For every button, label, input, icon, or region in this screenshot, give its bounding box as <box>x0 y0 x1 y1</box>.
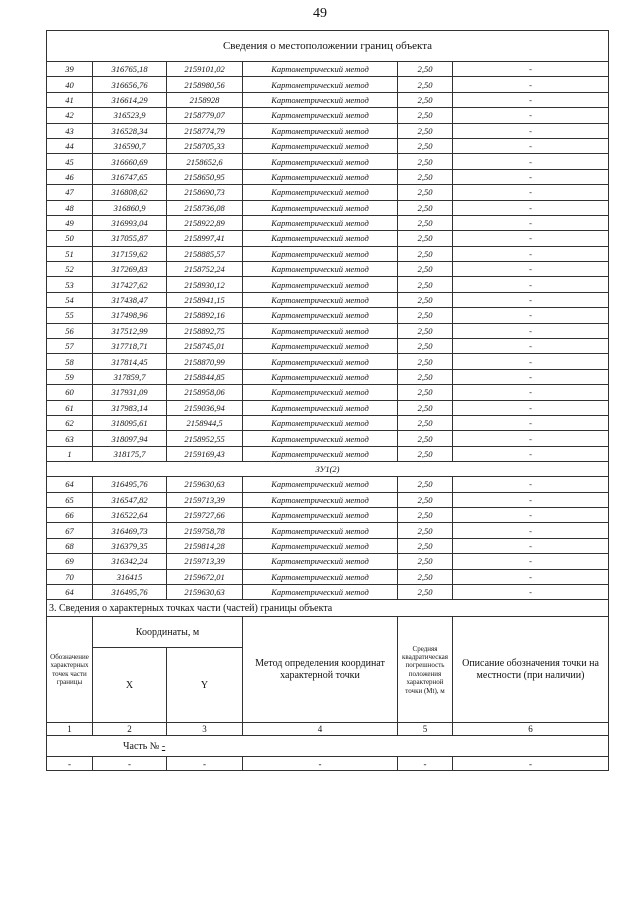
table-cell: 46 <box>47 169 93 184</box>
table-cell: 1 <box>47 446 93 461</box>
table-cell: 2,50 <box>398 400 453 415</box>
table-cell: Картометрический метод <box>243 77 398 92</box>
table-cell: 52 <box>47 262 93 277</box>
table-cell: 2,50 <box>398 385 453 400</box>
table-cell: Картометрический метод <box>243 246 398 261</box>
table-row <box>47 200 609 215</box>
part-label: Часть № <box>123 740 162 752</box>
table-cell: 2159630,63 <box>167 584 243 599</box>
table-cell: 316547,82 <box>93 492 167 507</box>
table-cell: Картометрический метод <box>243 108 398 123</box>
part-value: - <box>161 740 166 752</box>
table-cell: 2159727,66 <box>167 507 243 522</box>
table-cell: 2159630,63 <box>167 477 243 492</box>
table-cell: 68 <box>47 538 93 553</box>
table-cell: - <box>453 92 609 107</box>
subheader-row <box>47 462 609 477</box>
table-cell: 63 <box>47 431 93 446</box>
table-cell: Картометрический метод <box>243 492 398 507</box>
table-cell: 2158885,57 <box>167 246 243 261</box>
table-cell: 316765,18 <box>93 62 167 77</box>
table-cell: 2158952,55 <box>167 431 243 446</box>
table-row <box>47 154 609 169</box>
table-cell: 2,50 <box>398 354 453 369</box>
table-cell: 2,50 <box>398 292 453 307</box>
table-cell: 2,50 <box>398 507 453 522</box>
table-cell: - <box>453 757 609 771</box>
table-row <box>47 92 609 107</box>
table-cell: - <box>453 492 609 507</box>
table-cell: 316808,62 <box>93 185 167 200</box>
table-row <box>47 77 609 92</box>
table-cell: Картометрический метод <box>243 92 398 107</box>
table-cell: Картометрический метод <box>243 185 398 200</box>
table-cell: - <box>453 200 609 215</box>
table-cell: Картометрический метод <box>243 538 398 553</box>
table-cell: - <box>453 262 609 277</box>
table-cell: - <box>453 108 609 123</box>
column-number: 1 <box>47 723 93 736</box>
page-number: 49 <box>313 6 327 21</box>
table-cell: 2159713,39 <box>167 492 243 507</box>
table-cell: 316523,9 <box>93 108 167 123</box>
table-cell: - <box>453 431 609 446</box>
table-cell: 70 <box>47 569 93 584</box>
table-cell: 49 <box>47 215 93 230</box>
table-cell: 2158650,95 <box>167 169 243 184</box>
table-title: Сведения о местоположении границ объекта <box>47 31 609 62</box>
table-cell: - <box>453 215 609 230</box>
table-row <box>47 400 609 415</box>
table-row <box>47 523 609 538</box>
table-cell: Картометрический метод <box>243 138 398 153</box>
table-cell: 2,50 <box>398 154 453 169</box>
table-cell: 59 <box>47 369 93 384</box>
table-cell: - <box>453 523 609 538</box>
table-cell: 2,50 <box>398 523 453 538</box>
table-cell: 317718,71 <box>93 339 167 354</box>
column-numbers-row <box>47 723 609 736</box>
table-cell: 317931,09 <box>93 385 167 400</box>
table-cell: 2158980,56 <box>167 77 243 92</box>
table-cell: Картометрический метод <box>243 308 398 323</box>
table-row <box>47 323 609 338</box>
table-cell: 2159758,78 <box>167 523 243 538</box>
table-cell: - <box>47 757 93 771</box>
table-cell: - <box>453 138 609 153</box>
table-cell: Картометрический метод <box>243 507 398 522</box>
table-cell: 316379,35 <box>93 538 167 553</box>
table-cell: 2158997,41 <box>167 231 243 246</box>
table-cell: 2158944,5 <box>167 415 243 430</box>
table-cell: 42 <box>47 108 93 123</box>
table-cell: Картометрический метод <box>243 62 398 77</box>
table-cell: Картометрический метод <box>243 339 398 354</box>
column-number: 5 <box>398 723 453 736</box>
table-cell: Картометрический метод <box>243 554 398 569</box>
table-cell: Картометрический метод <box>243 123 398 138</box>
table-cell: - <box>453 477 609 492</box>
table-cell: Картометрический метод <box>243 169 398 184</box>
table-cell: 2,50 <box>398 123 453 138</box>
table-row <box>47 369 609 384</box>
table-cell: - <box>398 757 453 771</box>
table-row <box>47 231 609 246</box>
table-cell: 2158892,16 <box>167 308 243 323</box>
table-cell: 316614,29 <box>93 92 167 107</box>
table-cell: Картометрический метод <box>243 431 398 446</box>
table-cell: 2158690,73 <box>167 185 243 200</box>
table-cell: - <box>453 277 609 292</box>
table-row <box>47 246 609 261</box>
table-cell: 2,50 <box>398 231 453 246</box>
table-cell: 2,50 <box>398 584 453 599</box>
boundary-table-sheet <box>46 30 608 771</box>
table-row <box>47 415 609 430</box>
table-cell: 2158930,12 <box>167 277 243 292</box>
table-row <box>47 538 609 553</box>
table-cell: 65 <box>47 492 93 507</box>
table-cell: 2158892,75 <box>167 323 243 338</box>
table-cell: 2158922,89 <box>167 215 243 230</box>
table-cell: - <box>453 446 609 461</box>
table-cell: 2,50 <box>398 415 453 430</box>
column-number: 6 <box>453 723 609 736</box>
table-cell: Картометрический метод <box>243 231 398 246</box>
table-title-row <box>47 31 609 62</box>
table-cell: - <box>453 569 609 584</box>
table-cell: Картометрический метод <box>243 262 398 277</box>
table-cell: 317438,47 <box>93 292 167 307</box>
table-cell: 2158745,01 <box>167 339 243 354</box>
table-cell: Картометрический метод <box>243 584 398 599</box>
table-cell: 2,50 <box>398 492 453 507</box>
table-cell: 2,50 <box>398 215 453 230</box>
table-cell: - <box>453 231 609 246</box>
table-cell: 62 <box>47 415 93 430</box>
table-cell: 2158752,24 <box>167 262 243 277</box>
table-cell: Картометрический метод <box>243 523 398 538</box>
table-cell: - <box>93 757 167 771</box>
table-row <box>47 308 609 323</box>
table-cell: - <box>453 292 609 307</box>
table-cell: - <box>453 507 609 522</box>
table-cell: Картометрический метод <box>243 415 398 430</box>
table-cell: 58 <box>47 354 93 369</box>
part-row <box>47 736 609 757</box>
table-cell: 2,50 <box>398 108 453 123</box>
table-row <box>47 185 609 200</box>
table-cell: 2,50 <box>398 169 453 184</box>
table-row <box>47 477 609 492</box>
table-cell: - <box>453 169 609 184</box>
table-cell: 2,50 <box>398 477 453 492</box>
table-cell: - <box>453 339 609 354</box>
table-row <box>47 431 609 446</box>
table-cell: - <box>453 538 609 553</box>
table-cell: - <box>453 323 609 338</box>
header-method: Метод определения координат характерной точки <box>243 617 398 723</box>
table-cell: 317983,14 <box>93 400 167 415</box>
table-cell: - <box>453 77 609 92</box>
table-cell: 2,50 <box>398 323 453 338</box>
table-cell: Картометрический метод <box>243 200 398 215</box>
table-cell: - <box>453 354 609 369</box>
table-cell: 317859,7 <box>93 369 167 384</box>
subheader-label: ЗУ1(2) <box>47 462 609 477</box>
table-cell: 2159672,01 <box>167 569 243 584</box>
table-row <box>47 507 609 522</box>
boundary-table <box>46 30 609 771</box>
header-y: Y <box>167 648 243 723</box>
column-number: 2 <box>93 723 167 736</box>
table-cell: 2,50 <box>398 339 453 354</box>
header-coordinates: Координаты, м <box>93 617 243 648</box>
table-cell: 2,50 <box>398 277 453 292</box>
table-cell: 45 <box>47 154 93 169</box>
table-cell: 50 <box>47 231 93 246</box>
table-cell: 316993,04 <box>93 215 167 230</box>
table-cell: 2,50 <box>398 431 453 446</box>
table-cell: 2158870,99 <box>167 354 243 369</box>
table-cell: 2,50 <box>398 246 453 261</box>
table-cell: 2,50 <box>398 369 453 384</box>
table-cell: 51 <box>47 246 93 261</box>
column-number: 4 <box>243 723 398 736</box>
table-cell: - <box>453 415 609 430</box>
table-row <box>47 138 609 153</box>
table-cell: 316660,69 <box>93 154 167 169</box>
table-cell: 2159169,43 <box>167 446 243 461</box>
table-cell: 316528,34 <box>93 123 167 138</box>
table-cell: 316415 <box>93 569 167 584</box>
table-cell: 2158779,07 <box>167 108 243 123</box>
table-cell: 317512,99 <box>93 323 167 338</box>
table-cell: - <box>453 308 609 323</box>
table-cell: 55 <box>47 308 93 323</box>
table-cell: - <box>453 400 609 415</box>
table-cell: 2158844,85 <box>167 369 243 384</box>
column-number: 3 <box>167 723 243 736</box>
table-row <box>47 446 609 461</box>
table-row <box>47 277 609 292</box>
table-cell: - <box>453 385 609 400</box>
table-cell: 43 <box>47 123 93 138</box>
table-cell: 48 <box>47 200 93 215</box>
table-cell: 318097,94 <box>93 431 167 446</box>
table-cell: 2,50 <box>398 62 453 77</box>
table-cell: 317427,62 <box>93 277 167 292</box>
table-cell: 2159036,94 <box>167 400 243 415</box>
table-row <box>47 292 609 307</box>
table-cell: 317269,83 <box>93 262 167 277</box>
table-row <box>47 354 609 369</box>
header-x: X <box>93 648 167 723</box>
table-cell: 2158941,15 <box>167 292 243 307</box>
table-cell: - <box>453 554 609 569</box>
table-cell: 316495,76 <box>93 477 167 492</box>
table-row <box>47 569 609 584</box>
table-row <box>47 262 609 277</box>
table-cell: 66 <box>47 507 93 522</box>
table-cell: Картометрический метод <box>243 369 398 384</box>
table-cell: Картометрический метод <box>243 323 398 338</box>
table-cell: Картометрический метод <box>243 292 398 307</box>
table-cell: 39 <box>47 62 93 77</box>
table-cell: Картометрический метод <box>243 400 398 415</box>
table-cell: 2158958,06 <box>167 385 243 400</box>
table-cell: 317498,96 <box>93 308 167 323</box>
table-cell: 64 <box>47 477 93 492</box>
table-cell: - <box>243 757 398 771</box>
table-cell: 2,50 <box>398 185 453 200</box>
table-cell: 316747,65 <box>93 169 167 184</box>
header-point-designation: Обозначение характерных точек части границы <box>47 617 93 723</box>
table-cell: 57 <box>47 339 93 354</box>
table-cell: 47 <box>47 185 93 200</box>
part-cell <box>47 736 609 757</box>
table-row <box>47 169 609 184</box>
table-cell: 2158928 <box>167 92 243 107</box>
section3-header-row <box>47 617 609 648</box>
table-cell: - <box>453 369 609 384</box>
table-cell: 2,50 <box>398 92 453 107</box>
table-cell: - <box>453 246 609 261</box>
table-cell: Картометрический метод <box>243 446 398 461</box>
table-cell: 2,50 <box>398 308 453 323</box>
table-cell: - <box>453 584 609 599</box>
table-cell: 318095,61 <box>93 415 167 430</box>
table-cell: 41 <box>47 92 93 107</box>
table-cell: Картометрический метод <box>243 477 398 492</box>
table-cell: 2159713,39 <box>167 554 243 569</box>
table-cell: 317159,62 <box>93 246 167 261</box>
table-cell: - <box>453 154 609 169</box>
table-cell: 2,50 <box>398 538 453 553</box>
table-cell: 2159101,02 <box>167 62 243 77</box>
table-row <box>47 62 609 77</box>
table-cell: 2,50 <box>398 138 453 153</box>
table-cell: Картометрический метод <box>243 354 398 369</box>
table-cell: 61 <box>47 400 93 415</box>
table-cell: 316590,7 <box>93 138 167 153</box>
table-row <box>47 385 609 400</box>
table-row <box>47 215 609 230</box>
table-cell: - <box>453 62 609 77</box>
table-cell: - <box>453 185 609 200</box>
table-cell: 69 <box>47 554 93 569</box>
table-cell: 2,50 <box>398 77 453 92</box>
table-row <box>47 108 609 123</box>
table-cell: 54 <box>47 292 93 307</box>
table-row <box>47 554 609 569</box>
table-cell: - <box>453 123 609 138</box>
table-cell: 316656,76 <box>93 77 167 92</box>
table-cell: Картометрический метод <box>243 215 398 230</box>
table-row <box>47 492 609 507</box>
table-cell: 318175,7 <box>93 446 167 461</box>
table-cell: 2158705,33 <box>167 138 243 153</box>
table-cell: 316469,73 <box>93 523 167 538</box>
table-cell: 2,50 <box>398 569 453 584</box>
table-cell: 2158774,79 <box>167 123 243 138</box>
table-cell: 2,50 <box>398 200 453 215</box>
table-cell: 40 <box>47 77 93 92</box>
table-cell: 64 <box>47 584 93 599</box>
table-cell: 316342,24 <box>93 554 167 569</box>
table-cell: 316860,9 <box>93 200 167 215</box>
part-data-row <box>47 757 609 771</box>
header-description: Описание обозначения точки на местности (при наличии) <box>453 617 609 723</box>
table-cell: 53 <box>47 277 93 292</box>
table-cell: 67 <box>47 523 93 538</box>
section3-title: 3. Сведения о характерных точках части (частей) границы объекта <box>47 600 609 617</box>
table-cell: Картометрический метод <box>243 385 398 400</box>
table-row <box>47 584 609 599</box>
table-cell: 2,50 <box>398 554 453 569</box>
table-cell: 60 <box>47 385 93 400</box>
table-row <box>47 123 609 138</box>
table-cell: - <box>167 757 243 771</box>
table-row <box>47 339 609 354</box>
table-cell: 44 <box>47 138 93 153</box>
table-cell: 2,50 <box>398 446 453 461</box>
table-cell: Картометрический метод <box>243 569 398 584</box>
table-cell: 317814,45 <box>93 354 167 369</box>
table-cell: 2158652,6 <box>167 154 243 169</box>
table-cell: 2,50 <box>398 262 453 277</box>
table-cell: 56 <box>47 323 93 338</box>
table-cell: Картометрический метод <box>243 154 398 169</box>
header-accuracy: Средняя квадратическая погрешность положения характерной точки (Mt), м <box>398 617 453 723</box>
table-cell: 2159814,28 <box>167 538 243 553</box>
table-cell: Картометрический метод <box>243 277 398 292</box>
table-cell: 317055,87 <box>93 231 167 246</box>
section3-title-row <box>47 600 609 617</box>
table-cell: 316495,76 <box>93 584 167 599</box>
table-cell: 316522,64 <box>93 507 167 522</box>
table-cell: 2158736,08 <box>167 200 243 215</box>
